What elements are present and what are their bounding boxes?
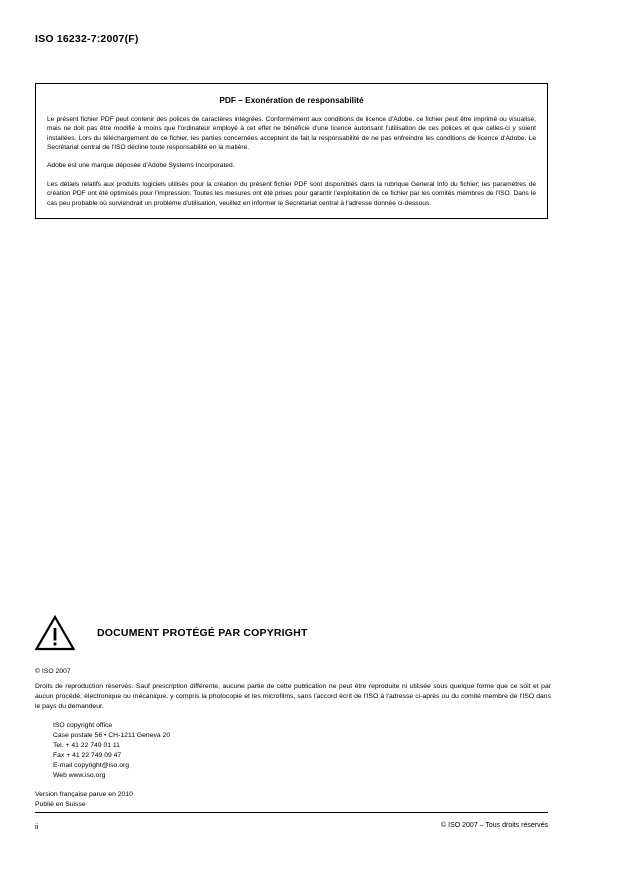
address-line: ISO copyright office <box>53 721 113 729</box>
version-line: Version française parue en 2010 <box>35 790 133 798</box>
warning-triangle-icon <box>35 615 75 651</box>
footer-rights-text: © ISO 2007 – Tous droits réservés <box>441 822 548 829</box>
published-line: Publié en Suisse <box>35 800 86 808</box>
address-line: Fax + 41 22 749 09 47 <box>53 752 122 760</box>
iso-copyright-address <box>53 721 555 782</box>
copyright-notice: © ISO 2007 <box>35 668 71 675</box>
address-line: Tel. + 41 22 749 01 11 <box>53 741 120 749</box>
pdf-disclaimer-title: PDF – Exonération de responsabilité <box>219 95 364 105</box>
pdf-disclaimer-paragraph: Les détails relatifs aux produits logiciels utilisés pour la création du présent fichier PDF sont disponibles dans la rubrique General Info du fichier; les paramètres de création PDF ont été optimisés pour l'impression. Toutes les mesures ont été prises pour garantir l'exploitation de ce fichier par les comités membres de l'ISO. Dans le cas peu probable où surviendrait un problème d'utilisation, veuillez en informer le Secrétariat central à l'adresse donnée ci-dessous. <box>47 180 536 207</box>
address-line: Case postale 56 • CH-1211 Geneva 20 <box>53 731 171 739</box>
pdf-disclaimer-box <box>35 83 548 219</box>
address-line-web: Web www.iso.org <box>53 772 106 780</box>
copyright-section <box>35 612 555 808</box>
copyright-heading: DOCUMENT PROTÉGÉ PAR COPYRIGHT <box>97 627 308 639</box>
pdf-disclaimer-paragraph: Le présent fichier PDF peut contenir des polices de caractères intégrées. Conformément aux conditions de licence d'Adobe, ce fichier peut être imprimé ou visualisé, mais ne doit pas être modifié à moins que l'ordinateur employé à cet effet ne bénéficie d'une licence autorisant l'utilisation de ces polices et que celles-ci y soient installées. Lors du téléchargement de ce fichier, les parties concernées acceptent de fait la responsabilité de ne pas enfreindre les conditions de licence d'Adobe. Le Secrétariat central de l'ISO décline toute responsabilité en la matière. <box>47 116 536 152</box>
document-reference: ISO 16232-7:2007(F) <box>35 33 139 45</box>
address-line-email: E-mail copyright@iso.org <box>53 762 130 770</box>
page-number: ii <box>35 822 39 831</box>
page-footer <box>0 812 620 842</box>
copyright-body-text: Droits de reproduction réservés. Sauf prescription différente, aucune partie de cette publication ne peut être reproduite ni utilisée sous quelque forme que ce soit et par aucun procédé, électronique ou mécanique, y compris la photocopie et les microfilms, sans l'accord écrit de l'ISO à l'adresse ci-après ou du comité membre de l'ISO dans le pays du demandeur. <box>35 683 551 710</box>
copyright-heading-row <box>35 612 555 654</box>
footer-divider <box>35 812 548 813</box>
pdf-disclaimer-paragraph: Adobe est une marque déposée d'Adobe Systems Incorporated. <box>47 162 235 170</box>
